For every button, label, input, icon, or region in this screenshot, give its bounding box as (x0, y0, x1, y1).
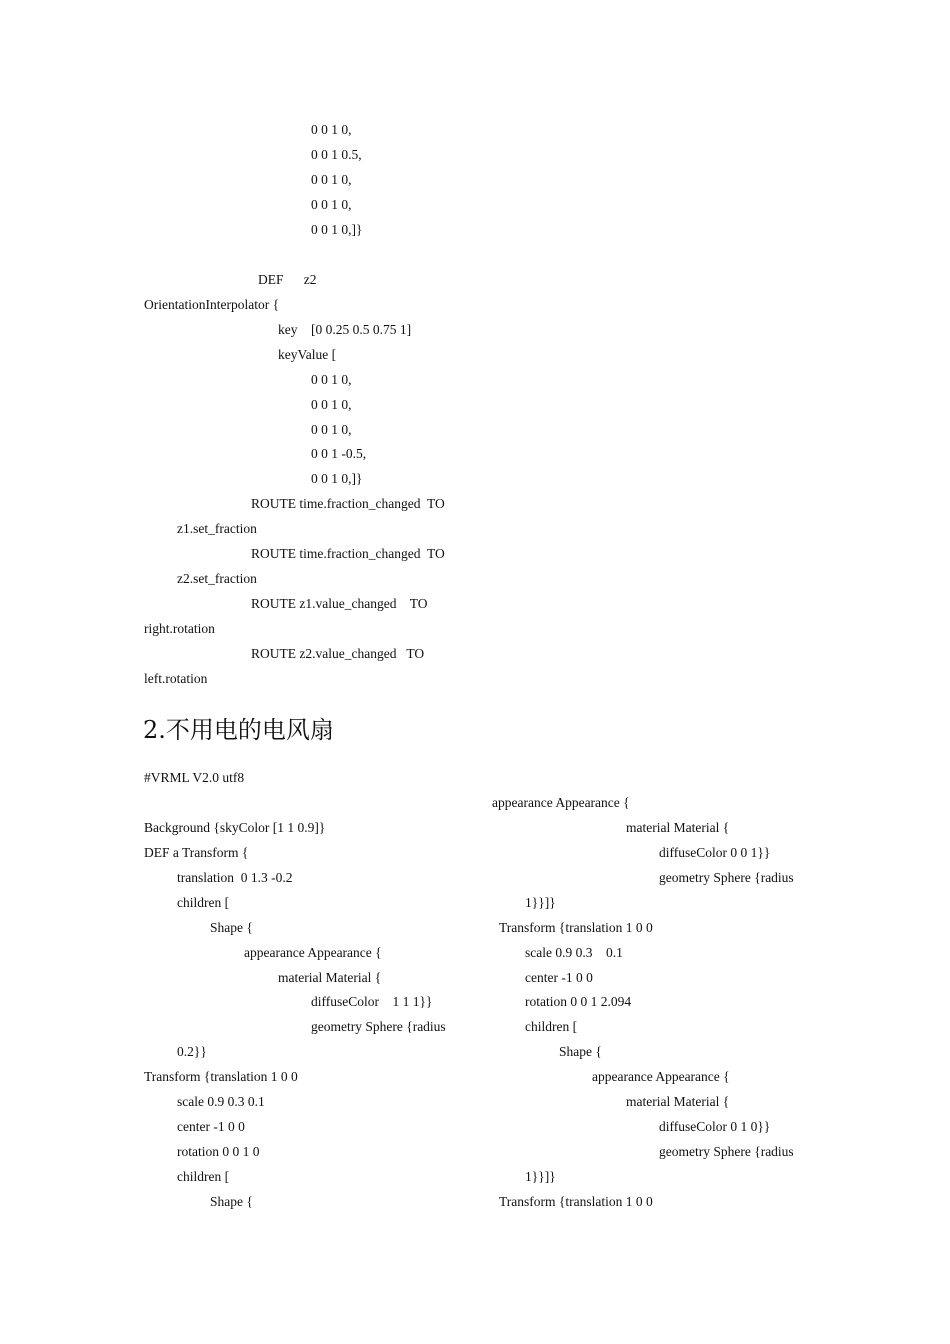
code-line: keyValue [ (278, 347, 337, 362)
code-line: Shape { (210, 1194, 253, 1209)
code-line: children [ (177, 1169, 230, 1184)
code-line: appearance Appearance { (592, 1069, 730, 1084)
code-line: center -1 0 0 (525, 970, 593, 985)
code-line: 0 0 1 0.5, (311, 147, 362, 162)
code-line: geometry Sphere {radius (311, 1019, 446, 1034)
code-line: 0 0 1 0, (311, 397, 352, 412)
code-line: 0.2}} (177, 1044, 207, 1059)
code-line: #VRML V2.0 utf8 (144, 770, 245, 785)
code-line: appearance Appearance { (244, 945, 382, 960)
code-line: Transform {translation 1 0 0 (499, 920, 653, 935)
code-line: material Material { (626, 1094, 730, 1109)
code-line: Transform {translation 1 0 0 (144, 1069, 298, 1084)
code-line: ROUTE z2.value_changed TO (251, 646, 425, 661)
code-line: 0 0 1 0, (311, 372, 352, 387)
code-line: right.rotation (144, 621, 215, 636)
code-line: ROUTE z1.value_changed TO (251, 596, 428, 611)
code-line: material Material { (626, 820, 730, 835)
code-line: scale 0.9 0.3 0.1 (177, 1094, 265, 1109)
code-line: geometry Sphere {radius (659, 1144, 794, 1159)
code-line: Transform {translation 1 0 0 (499, 1194, 653, 1209)
code-line: diffuseColor 1 1 1}} (311, 994, 433, 1009)
code-line: Shape { (559, 1044, 602, 1059)
code-line: 1}}]} (525, 895, 556, 910)
code-line: children [ (525, 1019, 578, 1034)
code-line: 0 0 1 0, (311, 197, 352, 212)
code-line: children [ (177, 895, 230, 910)
code-line: 0 0 1 0, (311, 122, 352, 137)
code-line: translation 0 1.3 -0.2 (177, 870, 293, 885)
code-line: scale 0.9 0.3 0.1 (525, 945, 623, 960)
code-line: rotation 0 0 1 0 (177, 1144, 260, 1159)
code-line: 0 0 1 0,]} (311, 222, 363, 237)
code-line: center -1 0 0 (177, 1119, 245, 1134)
code-line: material Material { (278, 970, 382, 985)
code-line: appearance Appearance { (492, 795, 630, 810)
code-line: 0 0 1 -0.5, (311, 446, 367, 461)
code-line: 0 0 1 0, (311, 422, 352, 437)
section-title: 2.不用电的电风扇 (143, 716, 334, 744)
code-line: Shape { (210, 920, 253, 935)
code-line: diffuseColor 0 1 0}} (659, 1119, 771, 1134)
code-line: 0 0 1 0, (311, 172, 352, 187)
code-line: diffuseColor 0 0 1}} (659, 845, 771, 860)
code-line: rotation 0 0 1 2.094 (525, 994, 632, 1009)
code-line: 0 0 1 0,]} (311, 471, 363, 486)
code-line: OrientationInterpolator { (144, 297, 280, 312)
code-line: DEF a Transform { (144, 845, 249, 860)
code-line: left.rotation (144, 671, 208, 686)
code-line: z2.set_fraction (177, 571, 257, 586)
code-line: ROUTE time.fraction_changed TO (251, 546, 445, 561)
code-line: Background {skyColor [1 1 0.9]} (144, 820, 326, 835)
code-line: ROUTE time.fraction_changed TO (251, 496, 445, 511)
code-line: z1.set_fraction (177, 521, 257, 536)
code-line: DEF z2 (258, 272, 317, 287)
code-line: 1}}]} (525, 1169, 556, 1184)
code-line: geometry Sphere {radius (659, 870, 794, 885)
code-line: key [0 0.25 0.5 0.75 1] (278, 322, 412, 337)
